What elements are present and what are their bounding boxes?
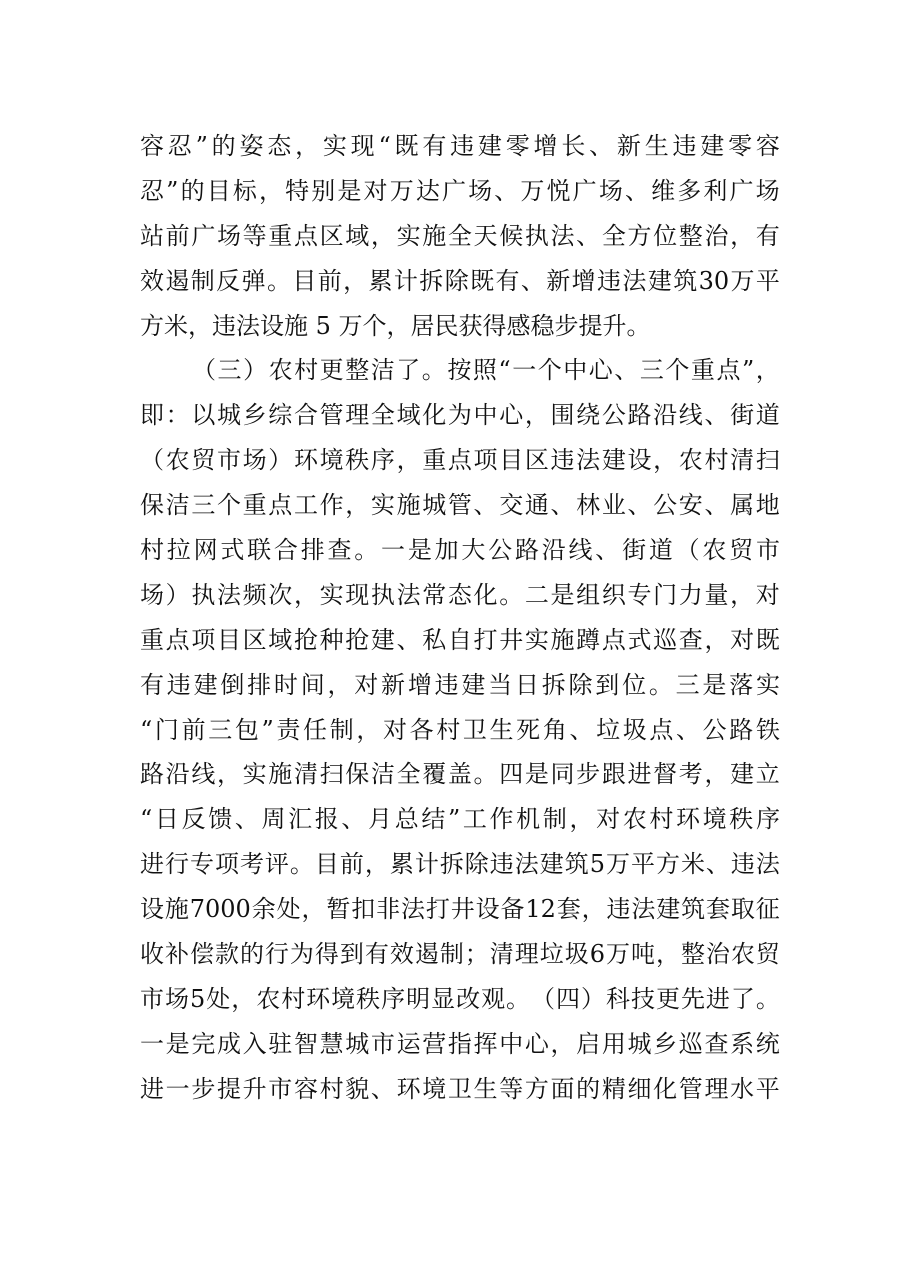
- text-line: “ 日 反 馈 、 周 汇 报 、 月 总 结 ” 工 作 机 制 ， 对 农 村 环 境 秩 序: [140, 805, 780, 834]
- text-line: 场 ） 执 法 频 次 ， 实 现 执 法 常 态 化 。 二 是 组 织 专 门 力 量 ， 对: [140, 580, 780, 609]
- text-line: 一 是 完 成 入 驻 智 慧 城 市 运 营 指 挥 中 心 ， 启 用 城 乡 巡 查 系 统: [140, 1029, 780, 1058]
- text-line: 方米，违法设施 5 万个，居民获得感稳步提升。: [140, 311, 651, 340]
- text-line: 即 ： 以 城 乡 综 合 管 理 全 域 化 为 中 心 ， 围 绕 公 路 沿 线 、 街 道: [140, 401, 780, 430]
- text-line: 村 拉 网 式 联 合 排 查 。 一 是 加 大 公 路 沿 线 、 街 道 （ 农 贸 市: [140, 536, 780, 565]
- text-line: 保 洁 三 个 重 点 工 作 ， 实 施 城 管 、 交 通 、 林 业 、 公 安 、 属 地: [140, 491, 780, 520]
- text-line: “ 门 前 三 包 ” 责 任 制 ， 对 各 村 卫 生 死 角 、 垃 圾 点 、 公 路 铁: [140, 715, 780, 744]
- text-line: 市 场 5 处 ， 农 村 环 境 秩 序 明 显 改 观 。 （ 四 ） 科 技 更 先 进 了 。: [140, 984, 780, 1013]
- text-line: 忍 ” 的 目 标 ， 特 别 是 对 万 达 广 场 、 万 悦 广 场 、 维 多 利 广 场: [140, 176, 780, 205]
- text-line: 路 沿 线 ， 实 施 清 扫 保 洁 全 覆 盖 。 四 是 同 步 跟 进 督 考 ， 建 立: [140, 760, 780, 789]
- text-line: 效 遏 制 反 弹 。 目 前 ， 累 计 拆 除 既 有 、 新 增 违 法 建 筑 30 万 平: [140, 266, 780, 295]
- text-line: 有 违 建 倒 排 时 间 ， 对 新 增 违 建 当 日 拆 除 到 位 。 三 是 落 实: [140, 670, 780, 699]
- text-line: 进 行 专 项 考 评 。 目 前 ， 累 计 拆 除 违 法 建 筑 5 万 平 方 米 、 违 法: [140, 850, 780, 879]
- text-line: 站 前 广 场 等 重 点 区 域 ， 实 施 全 天 候 执 法 、 全 方 位 整 治 ， 有: [140, 221, 780, 250]
- text-line: 设 施 7000 余 处 ， 暂 扣 非 法 打 井 设 备 12 套 ， 违 法 建 筑 套 取 征: [140, 895, 780, 924]
- text-line: 进 一 步 提 升 市 容 村 貌 、 环 境 卫 生 等 方 面 的 精 细 化 管 理 水 平: [140, 1074, 780, 1103]
- text-line: （ 三 ） 农 村 更 整 洁 了 。 按 照 “ 一 个 中 心 、 三 个 重 点 ” ，: [192, 356, 780, 385]
- text-line: 收 补 偿 款 的 行 为 得 到 有 效 遏 制 ； 清 理 垃 圾 6 万 吨 ， 整 治 农 贸: [140, 940, 780, 969]
- body-text: [140, 124, 780, 1112]
- text-line: （ 农 贸 市 场 ） 环 境 秩 序 ， 重 点 项 目 区 违 法 建 设 ， 农 村 清 扫: [140, 446, 780, 475]
- text-line: 重 点 项 目 区 域 抢 种 抢 建 、 私 自 打 井 实 施 蹲 点 式 巡 查 ， 对 既: [140, 625, 780, 654]
- text-line: 容 忍 ” 的 姿 态 ， 实 现 “ 既 有 违 建 零 增 长 、 新 生 违 建 零 容: [140, 132, 780, 160]
